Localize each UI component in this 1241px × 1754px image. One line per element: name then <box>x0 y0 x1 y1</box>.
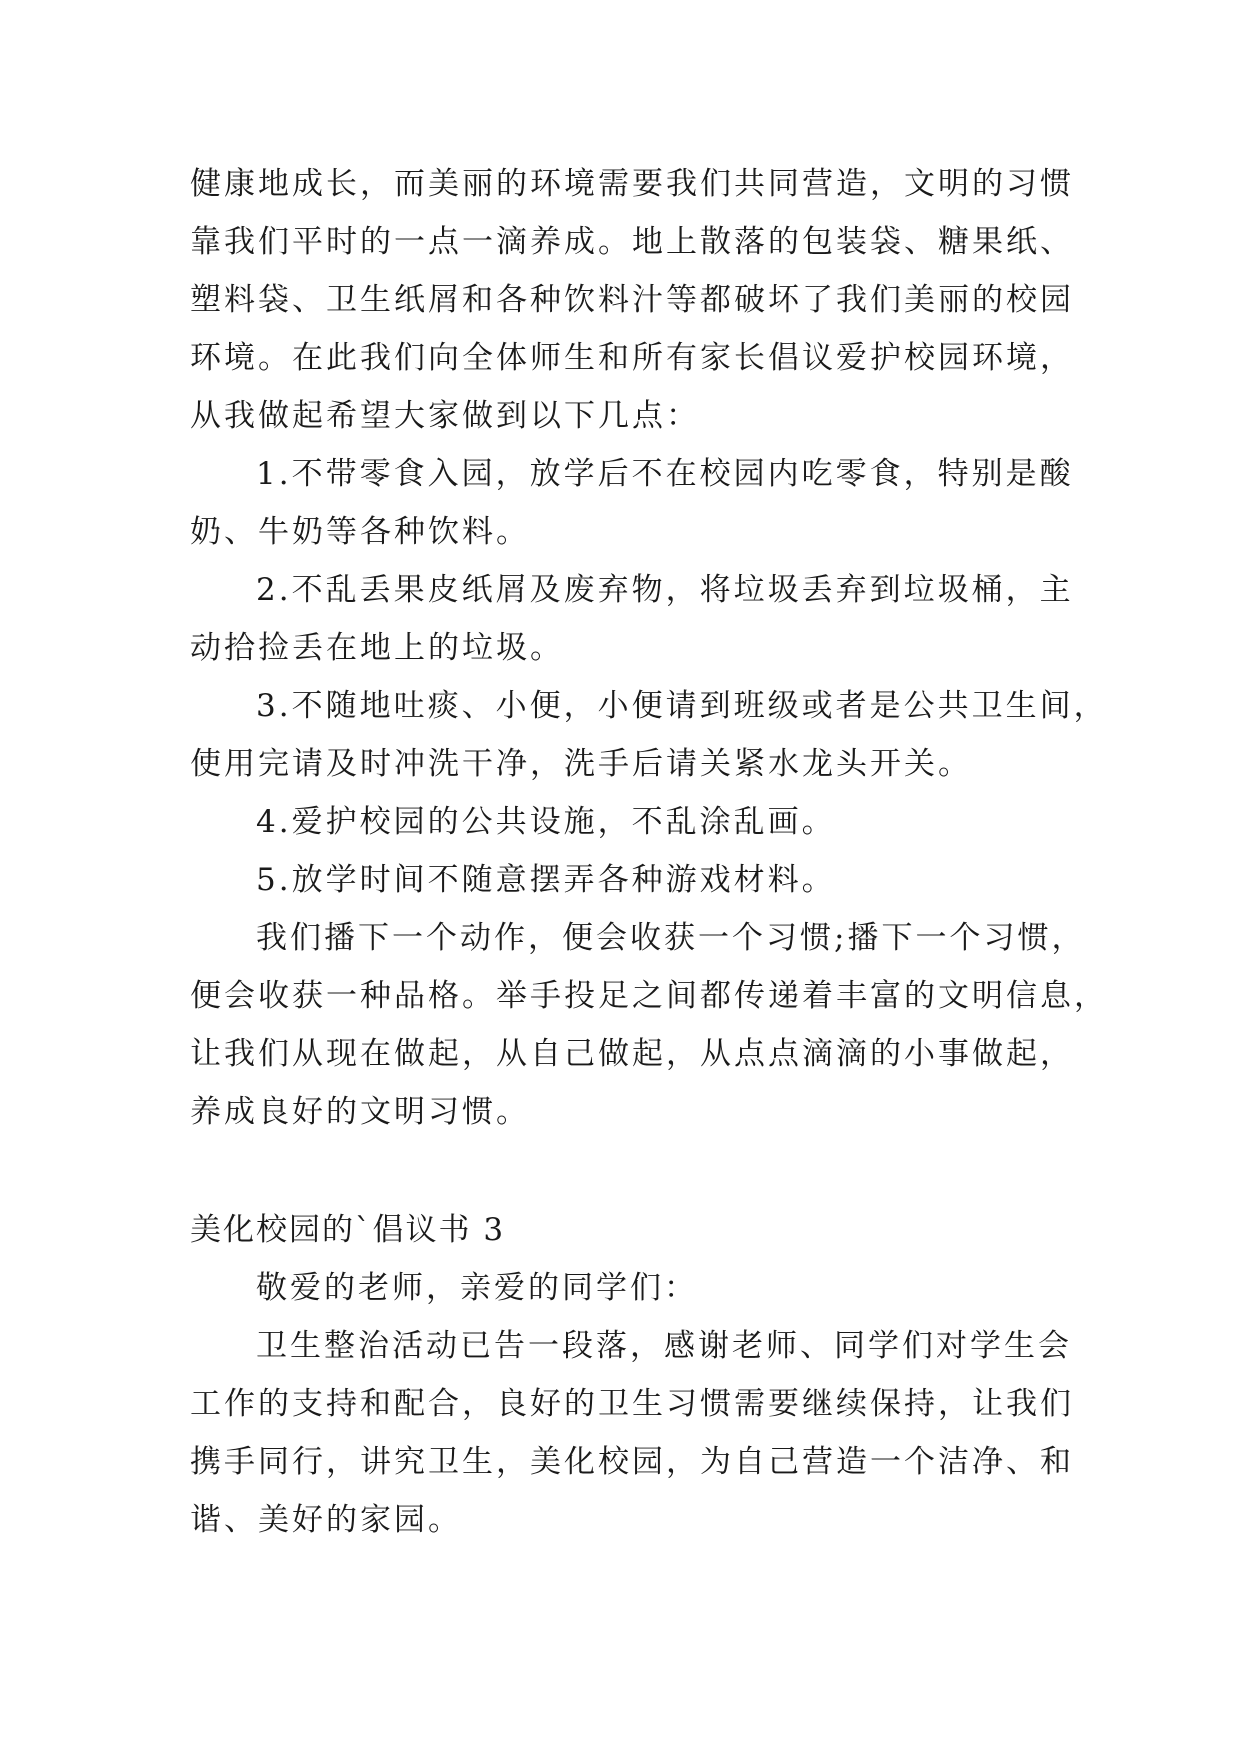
list-item-4: 4.爱护校园的公共设施，不乱涂乱画。 <box>256 804 836 840</box>
body-line: 谐、美好的家园。 <box>190 1502 462 1538</box>
body-line: 携手同行，讲究卫生，美化校园，为自己营造一个洁净、和 <box>190 1444 1074 1480</box>
list-item-5: 5.放学时间不随意摆弄各种游戏材料。 <box>256 862 836 898</box>
body-line: 工作的支持和配合，良好的卫生习惯需要继续保持，让我们 <box>190 1386 1074 1422</box>
paragraph-line: 靠我们平时的一点一滴养成。地上散落的包装袋、糖果纸、 <box>190 224 1074 260</box>
closing-line: 养成良好的文明习惯。 <box>190 1094 530 1130</box>
salutation: 敬爱的老师，亲爱的同学们： <box>256 1270 698 1306</box>
list-item-2-line: 2.不乱丢果皮纸屑及废弃物，将垃圾丢弃到垃圾桶，主 <box>256 572 1074 608</box>
list-item-1-line: 1.不带零食入园，放学后不在校园内吃零食，特别是酸 <box>256 456 1074 492</box>
closing-line: 便会收获一种品格。举手投足之间都传递着丰富的文明信息， <box>190 978 1108 1014</box>
list-item-2-line: 动拾捡丢在地上的垃圾。 <box>190 630 564 666</box>
paragraph-line: 环境。在此我们向全体师生和所有家长倡议爱护校园环境， <box>190 340 1074 376</box>
list-item-1-line: 奶、牛奶等各种饮料。 <box>190 514 530 550</box>
list-item-3-line: 使用完请及时冲洗干净，洗手后请关紧水龙头开关。 <box>190 746 972 782</box>
closing-line: 我们播下一个动作，便会收获一个习惯;播下一个习惯， <box>256 920 1086 956</box>
paragraph-line: 健康地成长，而美丽的环境需要我们共同营造，文明的习惯 <box>190 166 1074 202</box>
paragraph-line: 从我做起希望大家做到以下几点： <box>190 398 700 434</box>
section-title: 美化校园的`倡议书 3 <box>190 1212 506 1248</box>
paragraph-line: 塑料袋、卫生纸屑和各种饮料汁等都破坏了我们美丽的校园 <box>190 282 1074 318</box>
list-item-3-line: 3.不随地吐痰、小便，小便请到班级或者是公共卫生间， <box>256 688 1108 724</box>
closing-line: 让我们从现在做起，从自己做起，从点点滴滴的小事做起， <box>190 1036 1074 1072</box>
body-line: 卫生整治活动已告一段落，感谢老师、同学们对学生会 <box>256 1328 1072 1364</box>
